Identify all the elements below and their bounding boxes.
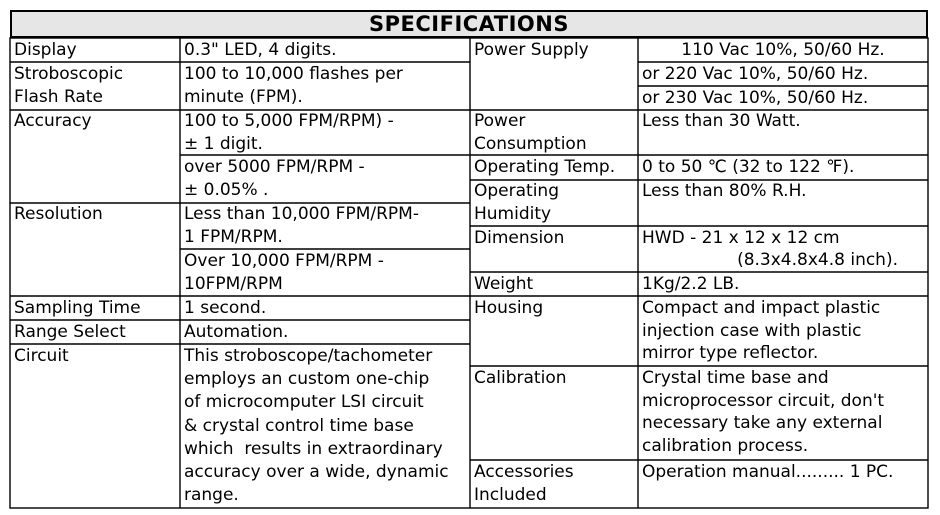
operating-humidity-value: Less than 80% R.H. bbox=[642, 181, 807, 201]
dimension-value-cm: HWD - 21 x 12 x 12 cm bbox=[642, 228, 840, 248]
weight-value: 1Kg/2.2 LB. bbox=[642, 274, 740, 294]
housing-value: Compact and impact plastic injection case with plastic mirror type reflector. bbox=[642, 298, 881, 363]
circuit-value: This stroboscope/tachometer employs an custom one-chip of microcomputer LSI circuit & crystal control time base which results in extraordinary accuracy over a wide, dynamic range. bbox=[184, 346, 449, 506]
resolution-label: Resolution bbox=[14, 204, 103, 224]
housing-label: Housing bbox=[474, 298, 544, 318]
dimension-label: Dimension bbox=[474, 228, 565, 248]
range-select-label: Range Select bbox=[14, 322, 126, 342]
calibration-value: Crystal time base and microprocessor circuit, don't necessary take any external calibration process. bbox=[642, 368, 885, 456]
weight-label: Weight bbox=[474, 274, 534, 294]
operating-humidity-label: Operating Humidity bbox=[474, 181, 559, 224]
page-title: SPECIFICATIONS bbox=[10, 10, 928, 38]
accessories-label: Accessories Included bbox=[474, 462, 574, 505]
circuit-label: Circuit bbox=[14, 346, 69, 366]
accuracy-label: Accuracy bbox=[14, 111, 92, 131]
resolution-value-low: Less than 10,000 FPM/RPM- 1 FPM/RPM. bbox=[184, 204, 419, 247]
operating-temp-value: 0 to 50 ℃ (32 to 122 ℉). bbox=[642, 157, 855, 177]
range-select-value: Automation. bbox=[184, 322, 289, 342]
flash-rate-label: Stroboscopic Flash Rate bbox=[14, 64, 124, 107]
operating-temp-label: Operating Temp. bbox=[474, 157, 616, 177]
power-supply-value-220: or 220 Vac 10%, 50/60 Hz. bbox=[642, 64, 869, 84]
power-supply-value-110: 110 Vac 10%, 50/60 Hz. bbox=[681, 40, 885, 60]
power-consumption-label: Power Consumption bbox=[474, 111, 587, 154]
accuracy-value-high: over 5000 FPM/RPM - ± 0.05% . bbox=[184, 157, 365, 200]
accessories-value: Operation manual......... 1 PC. bbox=[642, 462, 894, 482]
display-label: Display bbox=[14, 40, 77, 60]
flash-rate-value: 100 to 10,000 flashes per minute (FPM). bbox=[184, 64, 403, 107]
power-supply-label: Power Supply bbox=[474, 40, 589, 60]
accuracy-value-low: 100 to 5,000 FPM/RPM) - ± 1 digit. bbox=[184, 111, 394, 154]
resolution-value-high: Over 10,000 FPM/RPM - 10FPM/RPM bbox=[184, 251, 384, 294]
power-supply-value-230: or 230 Vac 10%, 50/60 Hz. bbox=[642, 88, 869, 108]
display-value: 0.3" LED, 4 digits. bbox=[184, 40, 337, 60]
sampling-time-value: 1 second. bbox=[184, 298, 267, 318]
dimension-value-inch: (8.3x4.8x4.8 inch). bbox=[737, 250, 898, 270]
power-consumption-value: Less than 30 Watt. bbox=[642, 111, 801, 131]
sampling-time-label: Sampling Time bbox=[14, 298, 141, 318]
calibration-label: Calibration bbox=[474, 368, 567, 388]
